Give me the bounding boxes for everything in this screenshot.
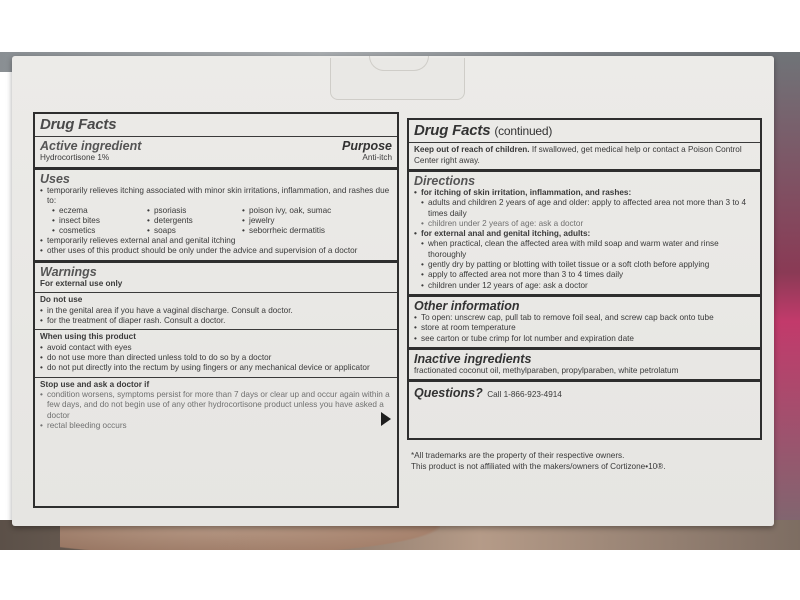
keep-out-section (409, 143, 760, 172)
stop-use-item: • condition worsens, symptoms persist for more than 7 days or clear up and occur again within a few days, and do not begin use of any other hydrocortisone product unless you have asked a doctor (40, 390, 392, 421)
condition-item: • insect bites (52, 216, 147, 226)
directions-item: • when practical, clean the affected area with mild soap and warm water and rinse thoroughly (414, 239, 755, 260)
drug-facts-title-right: Drug Facts (414, 122, 491, 139)
drug-facts-panel-left (33, 112, 399, 508)
other-information-item: • To open: unscrew cap, pull tab to remove foil seal, and screw cap back onto tube (414, 313, 755, 323)
when-using-item: • avoid contact with eyes (40, 343, 392, 353)
uses-intro: • temporarily relieves itching associated with minor skin irritations, inflammation, and rashes due to: (40, 186, 392, 207)
bottom-margin (0, 550, 800, 600)
when-using-item: • do not put directly into the rectum by using fingers or any mechanical device or applicator (40, 363, 392, 373)
active-ingredient-section (35, 137, 397, 170)
conditions-list (40, 206, 392, 236)
drug-facts-header (35, 114, 397, 137)
other-information-section (409, 297, 760, 350)
uses-item: • temporarily relieves external anal and genital itching (40, 236, 392, 246)
when-using-section (35, 330, 397, 377)
warnings-section (35, 263, 397, 294)
uses-section (35, 170, 397, 263)
questions-phone: Call 1-866-923-4914 (487, 390, 562, 400)
when-using-item: • do not use more than directed unless told to do so by a doctor (40, 353, 392, 363)
purpose-value: Anti-itch (362, 153, 392, 162)
other-information-item: • store at room temperature (414, 323, 755, 333)
directions-item: • gently dry by patting or blotting with toilet tissue or a soft cloth before applying (414, 260, 755, 270)
condition-item: • cosmetics (52, 226, 147, 236)
condition-item: • eczema (52, 206, 147, 216)
active-ingredient-value: Hydrocortisone 1% (40, 153, 110, 162)
do-not-use-heading: Do not use (40, 295, 83, 305)
condition-item: • detergents (147, 216, 242, 226)
background-right (770, 52, 800, 542)
directions-item: • apply to affected area not more than 3 to 4 times daily (414, 270, 755, 280)
condition-item: • soaps (147, 226, 242, 236)
do-not-use-item: • for the treatment of diaper rash. Consult a doctor. (40, 316, 392, 326)
drug-facts-continued-title (414, 122, 755, 139)
footnote-line: *All trademarks are the property of their respective owners. (411, 451, 625, 460)
condition-item: • jewelry (242, 216, 392, 226)
directions-subheading: • for itching of skin irritation, inflammation, and rashes: (414, 188, 755, 198)
uses-heading: Uses (40, 171, 70, 186)
drug-facts-continued-header (409, 120, 760, 143)
warnings-heading: Warnings (40, 264, 97, 279)
directions-heading: Directions (414, 174, 476, 188)
purpose-heading: Purpose (341, 139, 392, 153)
do-not-use-section (35, 293, 397, 330)
directions-item: • children under 12 years of age: ask a doctor (414, 281, 755, 291)
do-not-use-item: • in the genital area if you have a vaginal discharge. Consult a doctor. (40, 306, 392, 316)
footnote-line: This product is not affiliated with the makers/owners of Cortizone•10®. (411, 462, 666, 471)
directions-item: • adults and children 2 years of age and older: apply to affected area not more than 3 to 4 times daily (414, 198, 755, 219)
stop-use-section (35, 378, 397, 435)
condition-item: • poison ivy, oak, sumac (242, 206, 392, 216)
hang-tab-cutout (330, 58, 465, 100)
stop-use-heading: Stop use and ask a doctor if (40, 379, 150, 389)
when-using-heading: When using this product (40, 332, 136, 342)
continue-arrow-icon (381, 412, 391, 426)
directions-section (409, 172, 760, 297)
keep-out-text: If swallowed, get medical help or contact a Poison Control Center right away. (414, 145, 742, 165)
active-ingredient-heading: Active ingredient (40, 139, 142, 153)
trademark-footnote (411, 450, 761, 472)
directions-subheading: • for external anal and genital itching, adults: (414, 229, 755, 239)
stop-use-item: • rectal bleeding occurs (40, 421, 392, 431)
inactive-ingredients-heading: Inactive ingredients (414, 351, 532, 366)
top-margin (0, 0, 800, 52)
questions-section (409, 382, 760, 405)
drug-facts-panel-right (407, 118, 762, 440)
inactive-ingredients-section (409, 350, 760, 383)
other-information-item: • see carton or tube crimp for lot number and expiration date (414, 334, 755, 344)
keep-out-heading: Keep out of reach of children. (414, 145, 530, 154)
external-use-note: For external use only (40, 278, 123, 288)
other-information-heading: Other information (414, 298, 520, 313)
directions-item: • children under 2 years of age: ask a doctor (414, 219, 755, 229)
condition-item: • psoriasis (147, 206, 242, 216)
continued-label: (continued) (494, 124, 553, 138)
uses-item: • other uses of this product should be only under the advice and supervision of a doctor (40, 246, 392, 256)
drug-facts-title: Drug Facts (40, 116, 117, 133)
condition-item: • seborrheic dermatitis (242, 226, 392, 236)
questions-heading: Questions? (414, 386, 483, 401)
inactive-ingredients-text: fractionated coconut oil, methylparaben, propylparaben, white petrolatum (414, 365, 679, 375)
